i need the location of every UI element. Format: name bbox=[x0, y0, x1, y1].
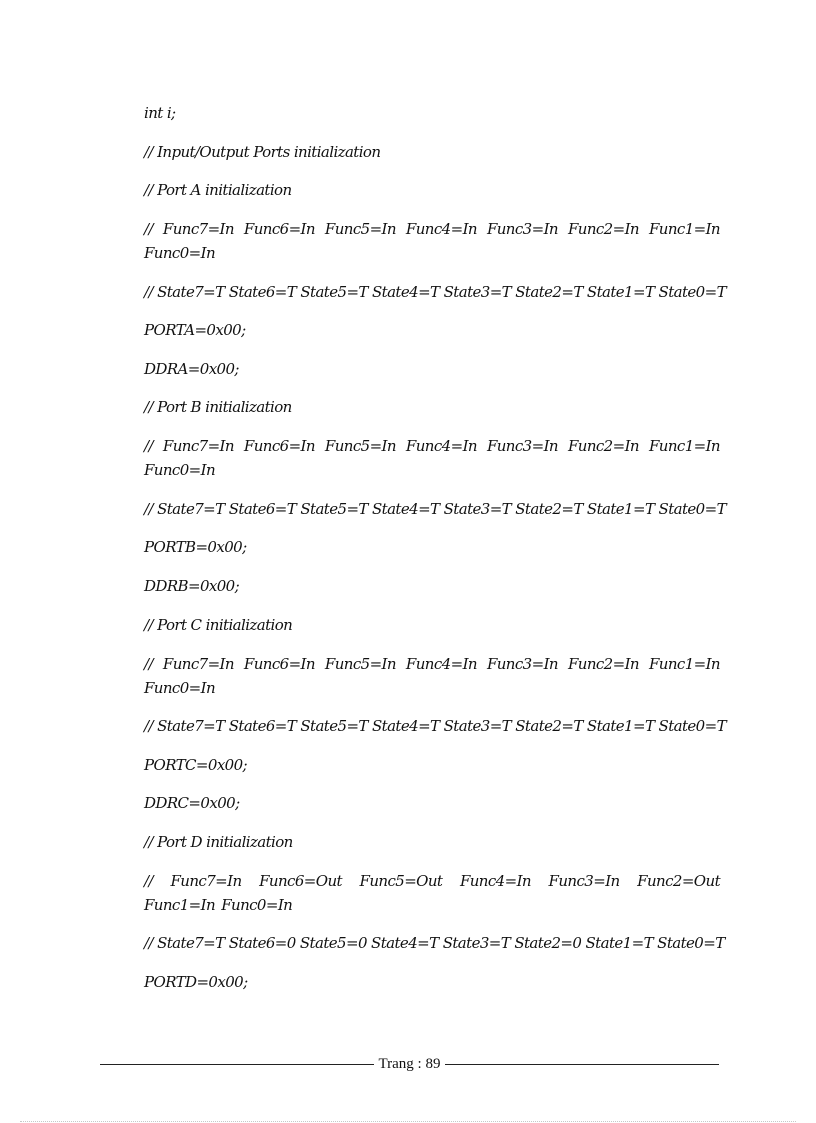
code-line: // Func7=In Func6=In Func5=In Func4=In Func3=In Func2=In Func1=In Func0=In bbox=[144, 437, 720, 479]
code-line: // State7=T State6=T State5=T State4=T State3=T State2=T State1=T State0=T bbox=[144, 283, 726, 301]
page-footer bbox=[100, 1052, 719, 1076]
code-line: // Port D initialization bbox=[144, 833, 293, 851]
code-line: PORTB=0x00; bbox=[144, 538, 247, 556]
footer-rule-left bbox=[100, 1064, 374, 1065]
code-line: DDRB=0x00; bbox=[144, 577, 240, 595]
code-line: // State7=T State6=T State5=T State4=T State3=T State2=T State1=T State0=T bbox=[144, 500, 726, 518]
code-line: // Port B initialization bbox=[144, 398, 292, 416]
code-line: // Port A initialization bbox=[144, 181, 292, 199]
code-line: DDRA=0x00; bbox=[144, 360, 239, 378]
footer-rule-right bbox=[445, 1064, 719, 1065]
code-line: // Func7=In Func6=Out Func5=Out Func4=In Func3=In Func2=Out Func1=In Func0=In bbox=[144, 872, 720, 914]
code-line: // State7=T State6=0 State5=0 State4=T State3=T State2=0 State1=T State0=T bbox=[144, 934, 725, 952]
code-line: PORTC=0x00; bbox=[144, 756, 248, 774]
code-line: // State7=T State6=T State5=T State4=T State3=T State2=T State1=T State0=T bbox=[144, 717, 726, 735]
page-bottom-border bbox=[20, 1121, 796, 1122]
code-line: PORTD=0x00; bbox=[144, 973, 248, 991]
code-line: // Func7=In Func6=In Func5=In Func4=In Func3=In Func2=In Func1=In Func0=In bbox=[144, 655, 720, 697]
code-line: int i; bbox=[144, 104, 176, 122]
code-line: DDRC=0x00; bbox=[144, 794, 240, 812]
code-line: // Port C initialization bbox=[144, 616, 293, 634]
code-line: // Input/Output Ports initialization bbox=[144, 143, 381, 161]
code-line: PORTA=0x00; bbox=[144, 321, 246, 339]
code-line: // Func7=In Func6=In Func5=In Func4=In Func3=In Func2=In Func1=In Func0=In bbox=[144, 220, 720, 262]
page-number: Trang : 89 bbox=[378, 1055, 441, 1072]
